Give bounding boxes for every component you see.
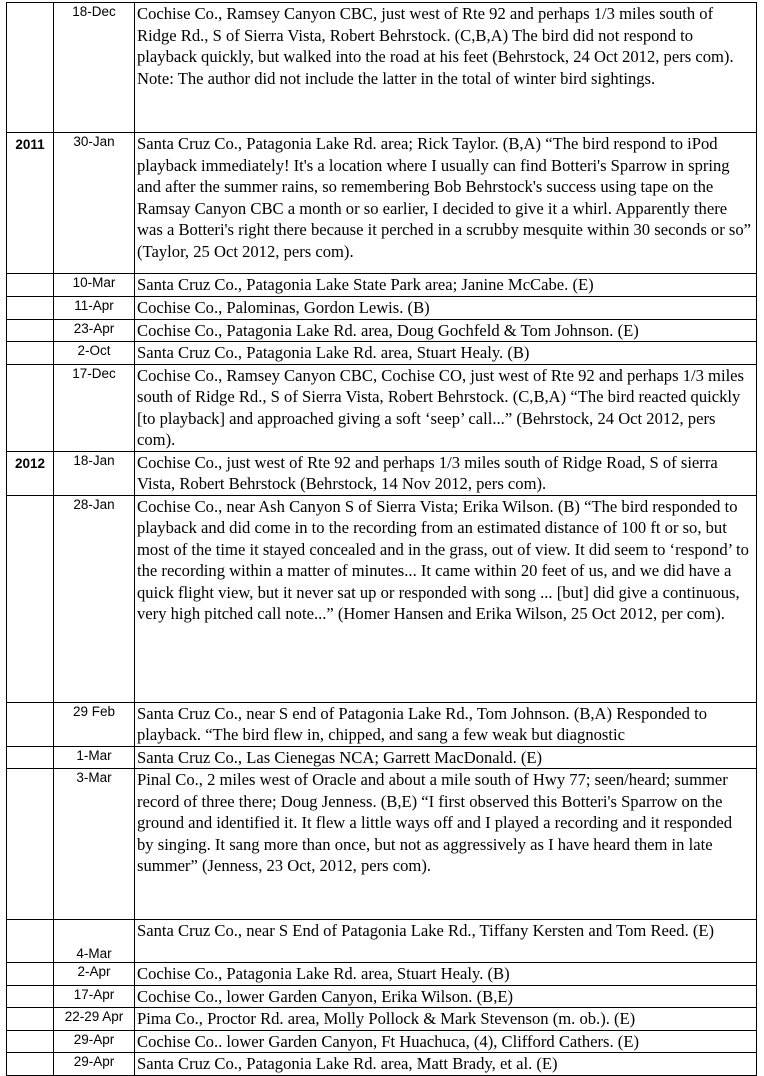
records-table-body bbox=[7, 3, 757, 1076]
record-date: 1-Mar bbox=[54, 746, 135, 769]
record-description: Pinal Co., 2 miles west of Oracle and about a mile south of Hwy 77; seen/heard; summer record of three there; Doug Jenness. (B,E) “I first observed this Botteri's Sparrow on the ground and identified it. It flew a little ways off and I played a recording and it responded by singing. It sang more than once, but not as aggressively as I have heard them in late summer” (Jenness, 23 Oct, 2012, pers com). bbox=[135, 769, 757, 920]
record-row bbox=[7, 702, 757, 746]
record-row bbox=[7, 3, 757, 133]
record-date: 23-Apr bbox=[54, 319, 135, 342]
record-description: Santa Cruz Co., near S end of Patagonia Lake Rd., Tom Johnson. (B,A) Responded to playback. “The bird flew in, chipped, and sang a few weak but diagnostic bbox=[135, 702, 757, 746]
record-date: 29-Apr bbox=[54, 1053, 135, 1076]
record-year bbox=[7, 319, 54, 342]
record-row bbox=[7, 451, 757, 495]
record-description: Santa Cruz Co., Patagonia Lake Rd. area, Matt Brady, et al. (E) bbox=[135, 1053, 757, 1076]
record-description: Santa Cruz Co., Patagonia Lake Rd. area, Stuart Healy. (B) bbox=[135, 342, 757, 365]
record-date: 18-Dec bbox=[54, 3, 135, 133]
record-description: Cochise Co., lower Garden Canyon, Erika Wilson. (B,E) bbox=[135, 985, 757, 1008]
record-row bbox=[7, 746, 757, 769]
record-description: Santa Cruz Co., Patagonia Lake State Park area; Janine McCabe. (E) bbox=[135, 274, 757, 297]
record-description: Cochise Co., just west of Rte 92 and perhaps 1/3 miles south of Ridge Road, S of sierra Vista, Robert Behrstock (Behrstock, 14 Nov 2012, pers com). bbox=[135, 451, 757, 495]
record-description: Santa Cruz Co., Patagonia Lake Rd. area; Rick Taylor. (B,A) “The bird respond to iPod playback immediately! It's a location where I usually can find Botteri's Sparrow in spring and after the summer rains, so remembering Bob Behrstock's success using tape on the Ramsay Canyon CBC a month or so earlier, I decided to give it a whirl. Apparently there was a Botteri's right there because it perched in a scrubby mesquite within 30 seconds or so” (Taylor, 25 Oct 2012, pers com). bbox=[135, 133, 757, 274]
record-description: Cochise Co., near Ash Canyon S of Sierra Vista; Erika Wilson. (B) “The bird responded to playback and did come in to the recording from an estimated distance of 100 ft or so, but most of the time it stayed concealed and in the grass, out of view. It did seem to ‘respond’ to the recording within a matter of minutes... It came within 20 feet of us, and we did have a quick flight view, but it never sat up or responded with song ... [but] did give a continuous, very high pitched call note...” (Homer Hansen and Erika Wilson, 25 Oct 2012, per com). bbox=[135, 495, 757, 702]
record-date: 17-Dec bbox=[54, 364, 135, 451]
record-date: 28-Jan bbox=[54, 495, 135, 702]
record-row bbox=[7, 1008, 757, 1031]
record-year bbox=[7, 1053, 54, 1076]
record-description: Pima Co., Proctor Rd. area, Molly Pollock & Mark Stevenson (m. ob.). (E) bbox=[135, 1008, 757, 1031]
record-year bbox=[7, 963, 54, 986]
record-date: 29 Feb bbox=[54, 702, 135, 746]
record-year: 2012 bbox=[7, 451, 54, 495]
record-row bbox=[7, 342, 757, 365]
record-year bbox=[7, 1030, 54, 1053]
record-row bbox=[7, 963, 757, 986]
record-row bbox=[7, 1053, 757, 1076]
record-description: Cochise Co., Ramsey Canyon CBC, Cochise CO, just west of Rte 92 and perhaps 1/3 miles south of Ridge Rd., S of Sierra Vista, Robert Behrstock. (C,B,A) “The bird reacted quickly [to playback] and approached giving a soft ‘seep’ call...” (Behrstock, 24 Oct 2012, pers com). bbox=[135, 364, 757, 451]
record-date: 2-Oct bbox=[54, 342, 135, 365]
record-date: 2-Apr bbox=[54, 963, 135, 986]
record-year bbox=[7, 3, 54, 133]
record-date: 17-Apr bbox=[54, 985, 135, 1008]
record-year bbox=[7, 769, 54, 920]
record-date: 10-Mar bbox=[54, 274, 135, 297]
records-table bbox=[6, 2, 757, 1076]
record-date: 3-Mar bbox=[54, 769, 135, 920]
record-description: Cochise Co., Patagonia Lake Rd. area, Stuart Healy. (B) bbox=[135, 963, 757, 986]
record-description: Cochise Co., Palominas, Gordon Lewis. (B) bbox=[135, 297, 757, 320]
record-year: 2011 bbox=[7, 133, 54, 274]
record-date: 22-29 Apr bbox=[54, 1008, 135, 1031]
record-date: 18-Jan bbox=[54, 451, 135, 495]
record-row bbox=[7, 319, 757, 342]
record-year bbox=[7, 297, 54, 320]
record-year bbox=[7, 364, 54, 451]
record-date: 11-Apr bbox=[54, 297, 135, 320]
record-description: Santa Cruz Co., near S End of Patagonia Lake Rd., Tiffany Kersten and Tom Reed. (E) bbox=[135, 920, 757, 963]
record-row bbox=[7, 1030, 757, 1053]
record-year bbox=[7, 746, 54, 769]
record-year bbox=[7, 920, 54, 963]
record-row bbox=[7, 297, 757, 320]
record-row bbox=[7, 985, 757, 1008]
record-date: 30-Jan bbox=[54, 133, 135, 274]
record-row bbox=[7, 920, 757, 963]
record-row bbox=[7, 495, 757, 702]
record-date: 29-Apr bbox=[54, 1030, 135, 1053]
record-year bbox=[7, 702, 54, 746]
record-row bbox=[7, 769, 757, 920]
record-description: Cochise Co.. lower Garden Canyon, Ft Huachuca, (4), Clifford Cathers. (E) bbox=[135, 1030, 757, 1053]
record-year bbox=[7, 274, 54, 297]
record-year bbox=[7, 495, 54, 702]
record-year bbox=[7, 1008, 54, 1031]
record-date: 4-Mar bbox=[54, 920, 135, 963]
record-row bbox=[7, 133, 757, 274]
record-description: Cochise Co., Patagonia Lake Rd. area, Doug Gochfeld & Tom Johnson. (E) bbox=[135, 319, 757, 342]
record-year bbox=[7, 342, 54, 365]
record-description: Cochise Co., Ramsey Canyon CBC, just west of Rte 92 and perhaps 1/3 miles south of Ridge Rd., S of Sierra Vista, Robert Behrstock. (C,B,A) The bird did not respond to playback quickly, but walked into the road at his feet (Behrstock, 24 Oct 2012, pers com). Note: The author did not include the latter in the total of winter bird sightings. bbox=[135, 3, 757, 133]
record-row bbox=[7, 364, 757, 451]
record-row bbox=[7, 274, 757, 297]
record-description: Santa Cruz Co., Las Cienegas NCA; Garrett MacDonald. (E) bbox=[135, 746, 757, 769]
record-year bbox=[7, 985, 54, 1008]
